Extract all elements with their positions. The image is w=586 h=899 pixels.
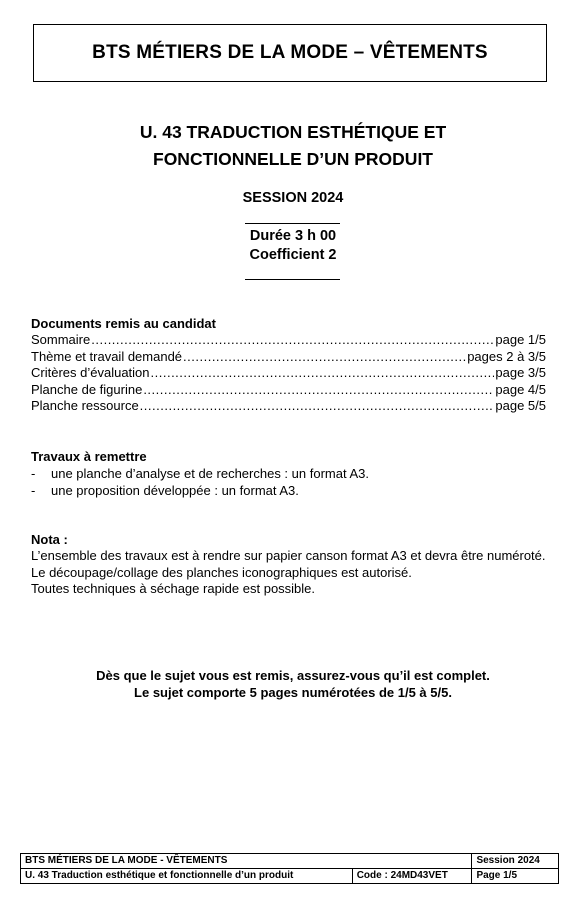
toc-page: page 5/5 [495,398,546,413]
list-item-text: une proposition développée : un format A3. [51,483,299,498]
toc-row [31,398,546,415]
toc-row [31,332,546,349]
coefficient-label: Coefficient 2 [249,247,337,263]
toc-leader-dots [91,332,494,349]
exam-title: BTS MÉTIERS DE LA MODE – VÊTEMENTS [92,42,488,63]
notice-line-1: Dès que le sujet vous est remis, assurez-vous qu’il est complet. [96,668,490,683]
footer-unit-title: U. 43 Traduction esthétique et fonctionnelle d’un produit [21,869,353,884]
toc-leader-dots [143,382,494,399]
toc-page: page 3/5 [495,365,546,380]
subject-title [40,119,546,173]
toc-page: page 1/5 [495,332,546,347]
toc-page: page 4/5 [495,381,546,397]
toc-leader-dots [151,365,495,382]
toc-row [31,365,546,382]
footer-row [21,869,559,884]
footer-code: Code : 24MD43VET [352,869,472,884]
divider-bottom [245,279,340,280]
nota-heading: Nota : [31,532,68,547]
list-dash: - [31,483,36,498]
nota-line: Toutes techniques à séchage rapide est possible. [31,581,316,596]
nota-line: Le découpage/collage des planches iconographiques est autorisé. [31,564,412,580]
toc-label: Planche de figurine [31,381,143,397]
session-label: SESSION 2024 [242,190,344,206]
footer-page-number: Page 1/5 [472,869,559,884]
page-footer-table [20,853,559,884]
toc-row [31,349,546,366]
documents-section [31,315,546,415]
documents-heading: Documents remis au candidat [31,316,216,331]
toc-label: Critères d’évaluation [31,365,150,380]
nota-section [31,531,546,598]
duration-block [40,227,546,265]
footer-exam-name: BTS MÉTIERS DE LA MODE - VÊTEMENTS [21,854,472,869]
subject-title-line-1: U. 43 TRADUCTION ESTHÉTIQUE ET [139,122,447,142]
list-dash: - [31,466,36,481]
duration-label: Durée 3 h 00 [249,228,337,244]
completeness-notice [40,667,546,701]
footer-session: Session 2024 [472,854,559,869]
works-heading: Travaux à remettre [31,449,147,464]
subject-title-line-2: FONCTIONNELLE D’UN PRODUIT [153,149,433,169]
notice-line-2: Le sujet comporte 5 pages numérotées de 1/5 à 5/5. [134,685,452,700]
toc-page: pages 2 à 3/5 [467,348,546,364]
list-item [31,465,546,482]
toc-row [31,382,546,399]
toc-label: Planche ressource [31,398,139,413]
works-section [31,448,546,499]
toc-leader-dots [183,349,466,366]
exam-header-box [33,24,547,82]
list-item-text: une planche d’analyse et de recherches : un format A3. [51,466,369,481]
footer-row [21,854,559,869]
toc-label: Sommaire [31,332,91,347]
divider-top [245,223,340,224]
list-item [31,482,546,499]
toc-leader-dots [140,398,495,415]
nota-line: L’ensemble des travaux est à rendre sur papier canson format A3 et devra être numéroté. [31,548,546,563]
toc-label: Thème et travail demandé [31,348,183,364]
